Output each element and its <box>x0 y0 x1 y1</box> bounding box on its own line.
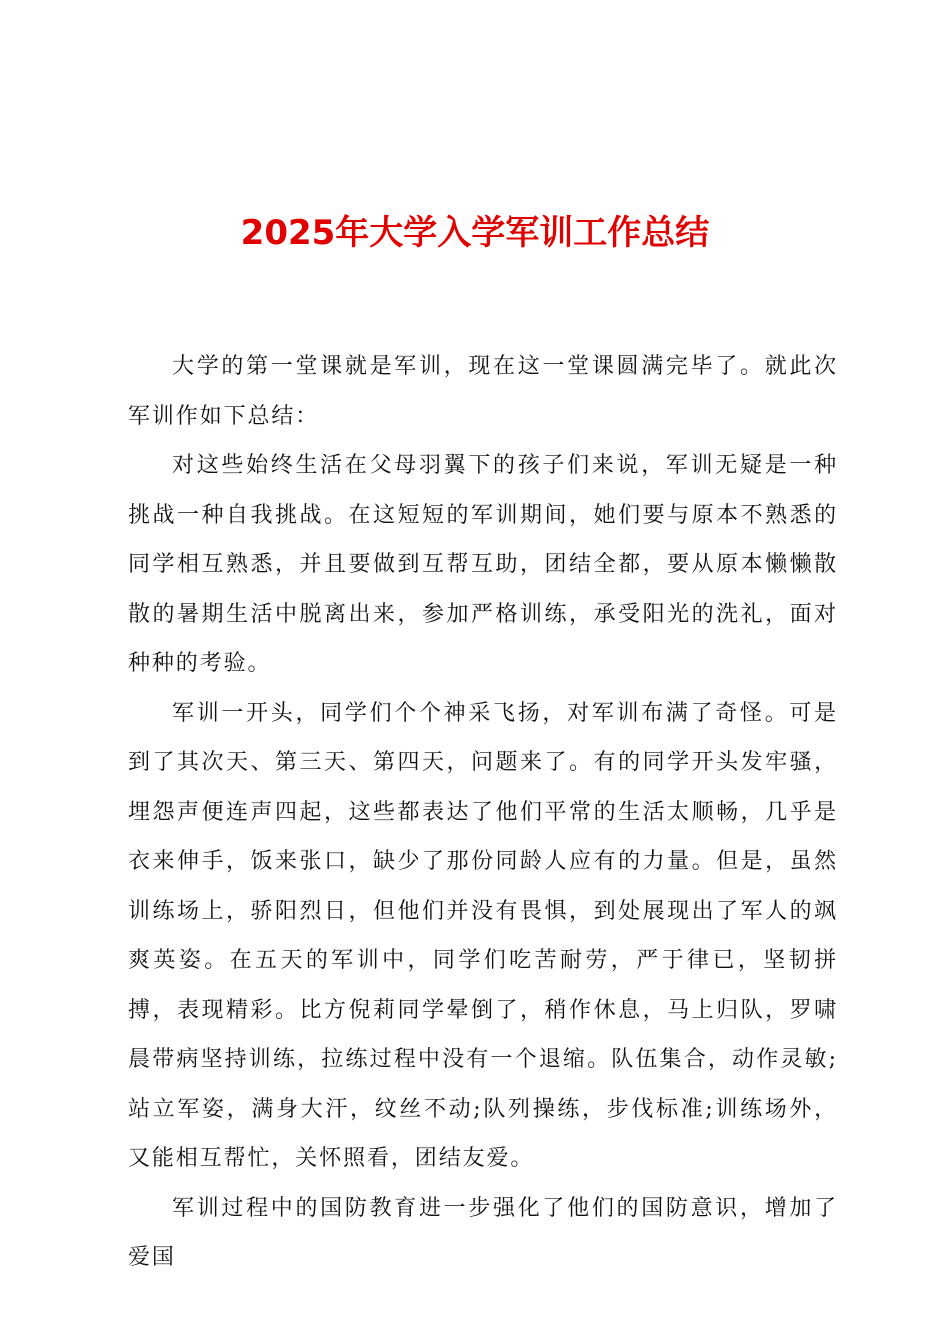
paragraph: 大学的第一堂课就是军训，现在这一堂课圆满完毕了。就此次军训作如下总结： <box>128 354 838 429</box>
document-body <box>128 342 838 1283</box>
paragraph: 军训过程中的国防教育进一步强化了他们的国防意识，增加了爱国 <box>128 1195 838 1270</box>
paragraph: 军训一开头，同学们个个神采飞扬，对军训布满了奇怪。可是到了其次天、第三天、第四天，问题来了。有的同学开头发牢骚，埋怨声便连声四起，这些都表达了他们平常的生活太顺畅，几乎是衣来伸手，饭来张口，缺少了那份同龄人应有的力量。但是，虽然训练场上，骄阳烈日，但他们并没有畏惧，到处展现出了军人的飒爽英姿。在五天的军训中，同学们吃苦耐劳，严于律已，坚韧拼搏，表现精彩。比方倪莉同学晕倒了，稍作休息，马上归队，罗啸晨带病坚持训练，拉练过程中没有一个退缩。队伍集合，动作灵敏;站立军姿，满身大汗，纹丝不动;队列操练，步伐标准;训练场外，又能相互帮忙，关怀照看，团结友爱。 <box>128 700 838 1171</box>
paragraph: 对这些始终生活在父母羽翼下的孩子们来说，军训无疑是一种挑战一种自我挑战。在这短短的军训期间，她们要与原本不熟悉的同学相互熟悉，并且要做到互帮互助，团结全都，要从原本懒懒散散的暑期生活中脱离出来，参加严格训练，承受阳光的洗礼，面对种种的考验。 <box>128 453 838 676</box>
document-title: 2025年大学入学军训工作总结 <box>240 213 710 253</box>
